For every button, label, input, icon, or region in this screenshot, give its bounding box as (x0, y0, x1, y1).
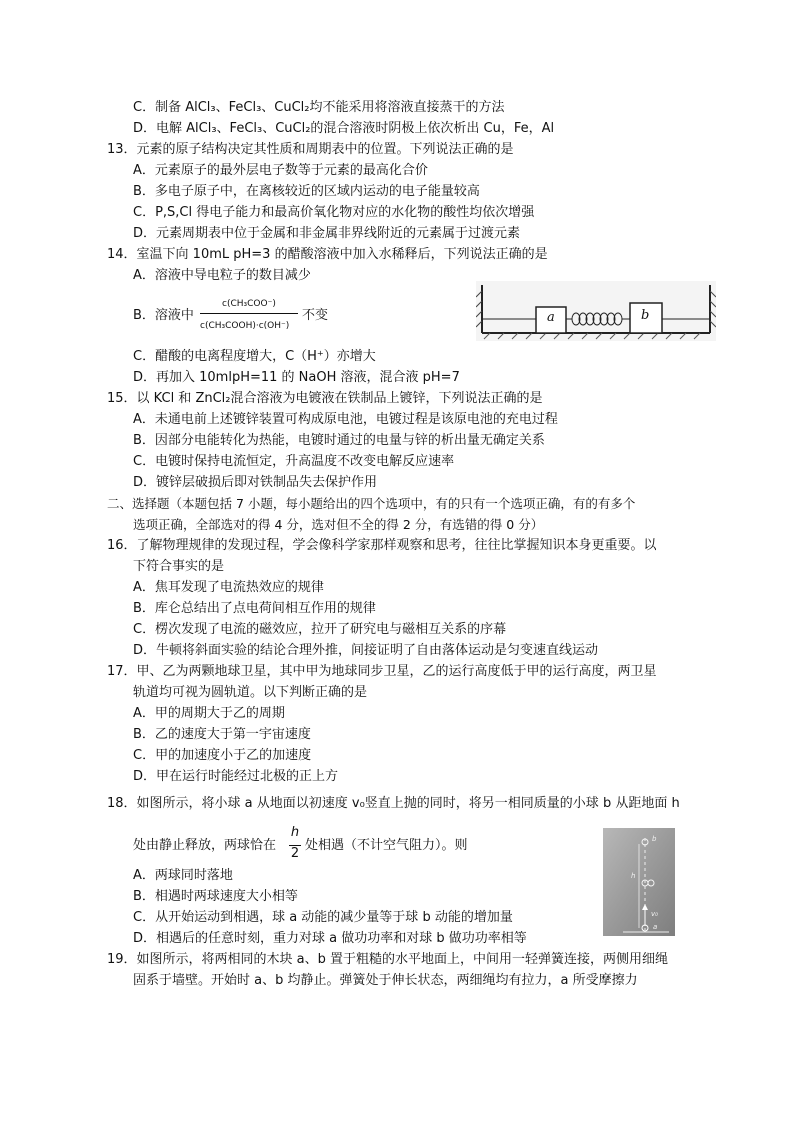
q14-option-d: D．再加入 10mlpH=11 的 NaOH 溶液，混合液 pH=7 (133, 370, 460, 385)
q18-option-a: A．两球同时落地 (133, 868, 233, 883)
q14-option-b-suffix: 不变 (302, 308, 329, 323)
q16-option-a: A．焦耳发现了电流热效应的规律 (133, 580, 324, 595)
q14-option-b-prefix: B．溶液中 (133, 308, 194, 323)
q14-stem: 14．室温下向 10mL pH=3 的醋酸溶液中加入水稀释后，下列说法正确的是 (107, 247, 548, 262)
q19-stem: 19．如图所示，将两相同的木块 a、b 置于粗糙的水平地面上，中间用一轻弹簧连接，两侧用细绳 (107, 952, 669, 967)
figure-label-h: h (631, 872, 636, 880)
figure-label-v0: v₀ (651, 910, 658, 918)
q13-option-a: A．元素原子的最外层电子数等于元素的最高化合价 (133, 163, 428, 178)
figure-blocks-spring (476, 281, 716, 341)
q17-option-c: C．甲的加速度小于乙的加速度 (133, 748, 312, 763)
q15-option-b: B．因部分电能转化为热能，电镀时通过的电量与锌的析出量无确定关系 (133, 433, 545, 448)
figure-label-b: b (652, 835, 657, 843)
q19-stem-cont: 固系于墙壁。开始时 a、b 均静止。弹簧处于伸长状态，两细绳均有拉力，a 所受摩擦力 (133, 973, 638, 988)
q13-option-b: B．多电子原子中，在离核较近的区域内运动的电子能量较高 (133, 184, 480, 199)
q17-stem: 17．甲、乙为两颗地球卫星，其中甲为地球同步卫星，乙的运行高度低于甲的运行高度，两卫星 (107, 664, 657, 679)
q18-fraction-numerator: h (290, 825, 300, 840)
q13-option-d: D．元素周期表中位于金属和非金属非界线附近的元素属于过渡元素 (133, 226, 521, 241)
q18-option-d: D．相遇后的任意时刻，重力对球 a 做功功率和对球 b 做功功率相等 (133, 931, 527, 946)
q12-option-c: C．制备 AlCl₃、FeCl₃、CuCl₂均不能采用将溶液直接蒸干的方法 (133, 100, 505, 115)
block-b-label: b (641, 308, 650, 323)
q15-option-d: D．镀锌层破损后即对铁制品失去保护作用 (133, 475, 378, 490)
fraction-bar (200, 313, 298, 314)
q18-stem: 18．如图所示，将小球 a 从地面以初速度 v₀竖直上抛的同时，将另一相同质量的小球 b 从距地面 h (107, 796, 680, 811)
q16-stem-cont: 下符合事实的是 (133, 559, 225, 574)
q16-option-b: B．库仑总结出了点电荷间相互作用的规律 (133, 601, 376, 616)
q17-stem-cont: 轨道均可视为圆轨道。以下判断正确的是 (133, 685, 368, 700)
q15-option-c: C．电镀时保持电流恒定，升高温度不改变电解反应速率 (133, 454, 455, 469)
q15-stem: 15．以 KCl 和 ZnCl₂混合溶液为电镀液在铁制品上镀锌，下列说法正确的是 (107, 391, 543, 406)
q17-option-d: D．甲在运行时能经过北极的正上方 (133, 769, 339, 784)
section-2-heading: 二、选择题（本题包括 7 小题，每小题给出的四个选项中，有的只有一个选项正确，有的有多个 (107, 496, 636, 511)
q12-option-d: D．电解 AlCl₃、FeCl₃、CuCl₂的混合溶液时阴极上依次析出 Cu，Fe，Al (133, 121, 555, 136)
q17-option-a: A．甲的周期大于乙的周期 (133, 706, 285, 721)
q16-stem: 16．了解物理规律的发现过程，学会像科学家那样观察和思考，往往比掌握知识本身更重要。以 (107, 538, 657, 553)
q14-option-c: C．醋酸的电离程度增大，C（H⁺）亦增大 (133, 349, 376, 364)
q16-option-c: C．楞次发现了电流的磁效应，拉开了研究电与磁相互关系的序幕 (133, 622, 507, 637)
q13-option-c: C．P,S,Cl 得电子能力和最高价氧化物对应的水化物的酸性均依次增强 (133, 205, 535, 220)
q14-fraction-denominator: c(CH₃COOH)·c(OH⁻) (200, 321, 290, 331)
figure-two-balls (603, 828, 675, 936)
q17-option-b: B．乙的速度大于第一宇宙速度 (133, 727, 311, 742)
section-2-heading-cont: 选项正确，全部选对的得 4 分，选对但不全的得 2 分，有选错的得 0 分） (133, 517, 544, 532)
block-a-label: a (547, 310, 555, 325)
q15-option-a: A．未通电前上述镀锌装置可构成原电池，电镀过程是该原电池的充电过程 (133, 412, 558, 427)
q18-option-c: C．从开始运动到相遇，球 a 动能的减少量等于球 b 动能的增加量 (133, 910, 513, 925)
figure-two-balls-drawing (603, 828, 675, 936)
q18-option-b: B．相遇时两球速度大小相等 (133, 889, 298, 904)
q18-stem-cont-suffix: 处相遇（不计空气阻力）。则 (305, 838, 468, 853)
figure-label-a: a (653, 923, 658, 931)
q18-stem-cont-prefix: 处由静止释放，两球恰在 (133, 838, 277, 853)
q13-stem: 13．元素的原子结构决定其性质和周期表中的位置。下列说法正确的是 (107, 142, 514, 157)
q14-fraction-numerator: c(CH₃COO⁻) (222, 299, 276, 309)
q18-fraction-denominator: 2 (290, 846, 300, 861)
figure-blocks-spring-drawing (476, 281, 716, 341)
q16-option-d: D．牛顿将斜面实验的结论合理外推，间接证明了自由落体运动是匀变速直线运动 (133, 643, 599, 658)
q14-option-a: A．溶液中导电粒子的数目减少 (133, 268, 311, 283)
